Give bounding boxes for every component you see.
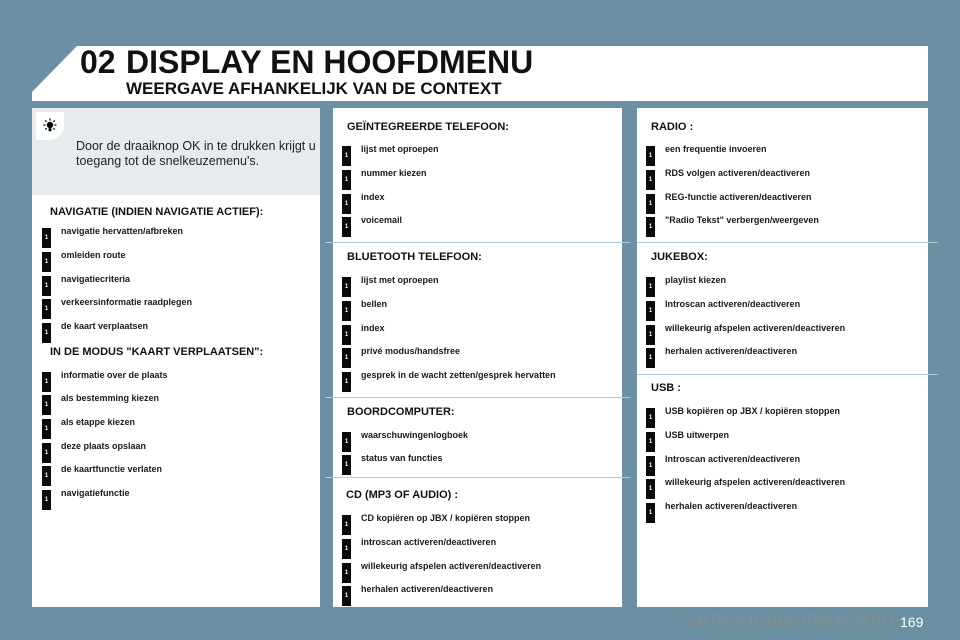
section-title-radio: RADIO : [651, 121, 694, 133]
number-badge: 1 [342, 325, 351, 345]
number-badge: 1 [342, 432, 351, 452]
page-title: DISPLAY EN HOOFDMENU [126, 44, 534, 80]
middle-panel: GEÏNTEGREERDE TELEFOON: 1 lijst met oproepen 1 nummer kiezen 1 index 1 voicemail BLUETOOTH TELEFOON: 1 lijst met oproepen 1 bellen 1 index 1 privé modus/handsfree 1 gesprek in de wacht zetten/gesprek hervatten BOORDCOMPUTER: 1 waarschuwingenlogboek 1 status van functies CD (MP3 OF AUDIO) : 1 CD kopiëren op JBX / kopiëren stoppen 1 introscan activeren/deactiveren 1 willekeurig afspelen activeren/deactiveren 1 herhalen activeren/deactiveren [333, 108, 622, 607]
number-badge: 1 [646, 456, 655, 476]
section-divider [325, 397, 630, 398]
section-title-boordcomputer: BOORDCOMPUTER: [347, 406, 455, 418]
section-title-navigatie: NAVIGATIE (INDIEN NAVIGATIE ACTIEF): [50, 206, 264, 218]
number-badge: 1 [342, 146, 351, 166]
section-divider [637, 242, 938, 243]
number-badge: 1 [646, 348, 655, 368]
number-badge: 1 [42, 299, 51, 319]
page-number: 169 [900, 614, 924, 630]
number-badge: 1 [342, 194, 351, 214]
number-badge: 1 [42, 372, 51, 392]
number-badge: 1 [342, 277, 351, 297]
number-badge: 1 [646, 408, 655, 428]
number-badge: 1 [342, 348, 351, 368]
number-badge: 1 [646, 194, 655, 214]
number-badge: 1 [42, 252, 51, 272]
number-badge: 1 [42, 228, 51, 248]
number-badge: 1 [342, 515, 351, 535]
number-badge: 1 [646, 301, 655, 321]
number-badge: 1 [342, 586, 351, 606]
number-badge: 1 [342, 170, 351, 190]
number-badge: 1 [646, 217, 655, 237]
number-badge: 1 [646, 479, 655, 499]
right-panel: RADIO : 1 een frequentie invoeren 1 RDS volgen activeren/deactiveren 1 REG-functie activeren/deactiveren 1 "Radio Tekst" verbergen/weergeven JUKEBOX: 1 playlist kiezen 1 Introscan activeren/deactiveren 1 willekeurig afspelen activeren/deactiveren 1 herhalen activeren/deactiveren USB : 1 USB kopiëren op JBX / kopiëren stoppen 1 USB uitwerpen 1 Introscan activeren/deactiveren 1 willekeurig afspelen activeren/deactiveren 1 herhalen activeren/deactiveren [637, 108, 928, 607]
watermark: carmanualsonline.info [680, 606, 895, 631]
number-badge: 1 [646, 325, 655, 345]
section-divider [637, 374, 938, 375]
chapter-number: 02 [80, 44, 116, 80]
section-title-usb: USB : [651, 382, 681, 394]
section-title-jukebox: JUKEBOX: [651, 251, 708, 263]
number-badge: 1 [646, 277, 655, 297]
number-badge: 1 [646, 170, 655, 190]
tip-box [32, 108, 320, 195]
number-badge: 1 [342, 301, 351, 321]
section-title-cd: CD (MP3 OF AUDIO) : [346, 489, 459, 501]
number-badge: 1 [42, 395, 51, 415]
number-badge: 1 [42, 419, 51, 439]
lightbulb-icon [36, 112, 64, 140]
number-badge: 1 [646, 432, 655, 452]
number-badge: 1 [342, 372, 351, 392]
page-subtitle: WEERGAVE AFHANKELIJK VAN DE CONTEXT [126, 79, 502, 98]
number-badge: 1 [42, 443, 51, 463]
number-badge: 1 [342, 217, 351, 237]
number-badge: 1 [646, 503, 655, 523]
section-title-bluetooth-telefoon: BLUETOOTH TELEFOON: [347, 251, 482, 263]
number-badge: 1 [342, 539, 351, 559]
number-badge: 1 [646, 146, 655, 166]
tip-text: Door de draaiknop OK in te drukken krijgt u toegang tot de snelkeuzemenu's. [76, 139, 316, 168]
number-badge: 1 [342, 455, 351, 475]
section-title-kaart-verplaatsen: IN DE MODUS "KAART VERPLAATSEN": [50, 346, 264, 358]
left-panel: Door de draaiknop OK in te drukken krijgt u toegang tot de snelkeuzemenu's. NAVIGATIE (INDIEN NAVIGATIE ACTIEF): 1 navigatie hervatten/afbreken 1 omleiden route 1 navigatiecriteria 1 verkeersinformatie raadplegen 1 de kaart verplaatsen IN DE MODUS "KAART VERPLAATSEN": 1 informatie over de plaats 1 als bestemming kiezen 1 als etappe kiezen 1 deze plaats opslaan 1 de kaartfunctie verlaten 1 navigatiefunctie [32, 108, 320, 607]
number-badge: 1 [42, 276, 51, 296]
number-badge: 1 [42, 466, 51, 486]
number-badge: 1 [342, 563, 351, 583]
section-divider [325, 242, 630, 243]
section-divider [325, 477, 630, 478]
number-badge: 1 [42, 490, 51, 510]
section-title-geintegreerde-telefoon: GEÏNTEGREERDE TELEFOON: [347, 121, 509, 133]
number-badge: 1 [42, 323, 51, 343]
